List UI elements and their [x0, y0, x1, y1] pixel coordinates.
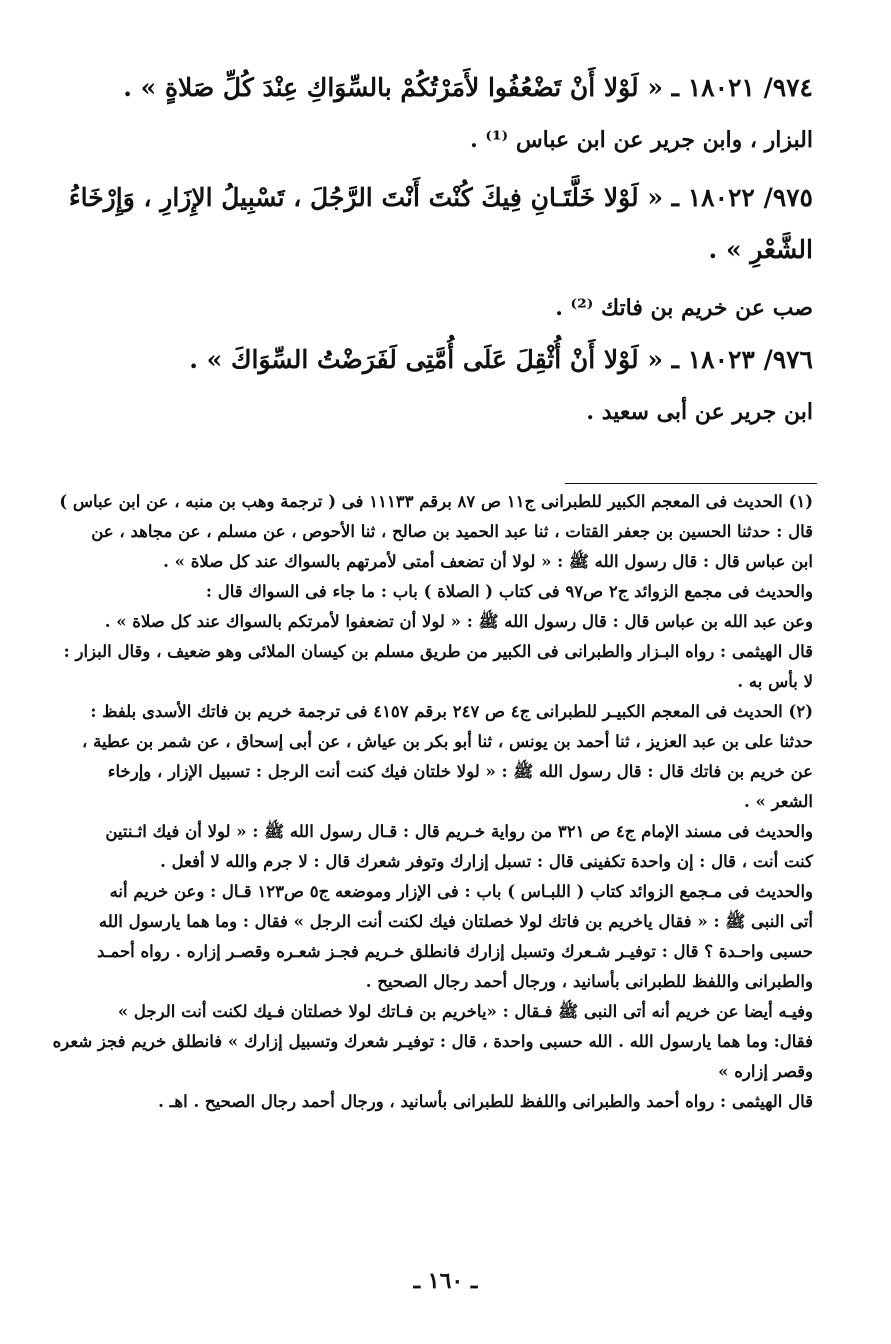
footnote-line: (١) الحديث فى المعجم الكبير للطبرانى ج١١ ص ٨٧ برقم ١١١٣٣ فى ( ترجمة وهب بن منبه ، عن ابن عباس ) — [59, 492, 813, 511]
footnote-line: والحديث فى مـجمع الزوائد كتاب ( اللبـاس ) باب : فى الإزار وموضعه ج٥ ص١٢٣ قـال : وعن خريم أنه — [109, 882, 813, 901]
footnote-line: والحديث فى مسند الإمام ج٤ ص ٣٢١ من رواية خـريم قال : قـال رسول الله ﷺ : « لولا أن فيك اثـنتين — [105, 822, 813, 841]
footnote-1 — [40, 487, 813, 697]
footnote-line: والطبرانى واللفظ للطبرانى بأسانيد ، ورجال أحمد رجال الصحيح . — [365, 972, 813, 991]
hadith-section — [40, 68, 813, 444]
hadith-976-source: ابن جرير عن أبى سعيد . — [586, 399, 813, 425]
footnote-line: وقصر إزاره » — [718, 1062, 813, 1081]
footnote-line: لا بأس به . — [737, 672, 813, 691]
footnote-line: حسبى واحـدة ؟ قال : توفيـر شـعرك وتسبل إزارك فانطلق خـريم فجـز شعـره وقصـر إزاره . رواه أحمـد — [96, 942, 813, 961]
hadith-976: ٩٧٦/ ١٨٠٢٣ ـ « لَوْلا أَنْ أُثْقِلَ عَلَى أُمَّتِى لَفَرَضْتُ السِّوَاكَ » . — [189, 345, 813, 374]
footnote-line: الشعر » . — [744, 792, 813, 811]
page-number: ـ ١٦٠ ـ — [413, 1268, 478, 1294]
footnote-line: عن خريم بن فاتك قال : قال رسول الله ﷺ : « لولا خلتان فيك كنت أنت الرجل : تسبيل الإزار ، وإرخاء — [107, 762, 813, 781]
footnote-line: (٢) الحديث فى المعجم الكبيـر للطبرانى ج٤ ص ٢٤٧ برقم ٤١٥٧ فى ترجمة خريم بن فاتك الأسدى بلفظ : — [90, 702, 813, 721]
hadith-975: ٩٧٥/ ١٨٠٢٢ ـ « لَوْلا خَلَّتَـانِ فِيكَ كُنْتَ أَنْتَ الرَّجُلَ ، تَسْبِيلُ الإِزَارِ ، وَإِرْخَاءُ الشَّعْرِ » . — [68, 183, 813, 264]
footnote-2 — [40, 697, 813, 1117]
footnote-line: أتى النبى ﷺ : « فقال ياخريم بن فاتك لولا خصلتان فيك لكنت أنت الرجل » فقال : وما هما يارسول الله — [98, 912, 813, 931]
footnote-line: حدثنا على بن عبد العزيز ، ثنا أحمد بن يونس ، ثنا أبو بكر بن عياش ، عن أبى إسحاق ، عن شمر بن عطية ، — [82, 732, 813, 751]
footnote-line: فقال: وما هما يارسول الله . الله حسبى واحدة ، قال : توفيـر شعرك وتسبيل إزارك » فانطلق خريم فجز شعره — [52, 1032, 813, 1051]
footnote-line: ابن عباس قال : قال رسول الله ﷺ : « لولا أن تضعف أمتى لأمرتهم بالسواك عند كل صلاة » . — [163, 552, 813, 571]
footnote-line: قال : حدثنا الحسين بن جعفر القتات ، ثنا عبد الحميد بن صالح ، ثنا الأحوص ، عن مسلم ، عن مجاهد ، عن — [91, 522, 813, 541]
footnote-line: كنت أنت ، قال : إن واحدة تكفينى قال : تسبل إزارك وتوفر شعرك قال : لا جرم والله لا أفعل . — [160, 852, 813, 871]
footnote-line: قال الهيثمى : رواه أحمد والطبرانى واللفظ للطبرانى بأسانيد ، ورجال أحمد رجال الصحيح . اهـ . — [158, 1092, 813, 1111]
footnotes — [40, 487, 813, 1117]
footnote-separator — [565, 483, 817, 484]
footnote-line: وعن عبد الله بن عباس قال : قال رسول الله ﷺ : « لولا أن تضعفوا لأمرتكم بالسواك عند كل صلاة » . — [104, 612, 813, 631]
hadith-975-source: صب عن خريم بن فاتك ⁽²⁾ . — [555, 295, 813, 321]
hadith-974-source: البزار ، وابن جرير عن ابن عباس ⁽¹⁾ . — [470, 127, 813, 153]
footnote-line: وفيـه أيضا عن خريم أنه أتى النبى ﷺ فـقال : «ياخريم بن فـاتك لولا خصلتان فـيك لكنت أنت الرجل » — [117, 1002, 813, 1021]
footnote-line: والحديث فى مجمع الزوائد ج٢ ص٩٧ فى كتاب ( الصلاة ) باب : ما جاء فى السواك قال : — [205, 582, 813, 601]
footnote-line: قال الهيثمى : رواه البـزار والطبرانى فى الكبير من طريق مسلم بن كيسان الملائى وهو ضعيف ، وقال البزار : — [63, 642, 813, 661]
hadith-974: ٩٧٤/ ١٨٠٢١ ـ « لَوْلا أَنْ تَضْعُفُوا لأَمَرْتُكُمْ بالسِّوَاكِ عِنْدَ كُلِّ صَلاةٍ » . — [123, 73, 813, 102]
